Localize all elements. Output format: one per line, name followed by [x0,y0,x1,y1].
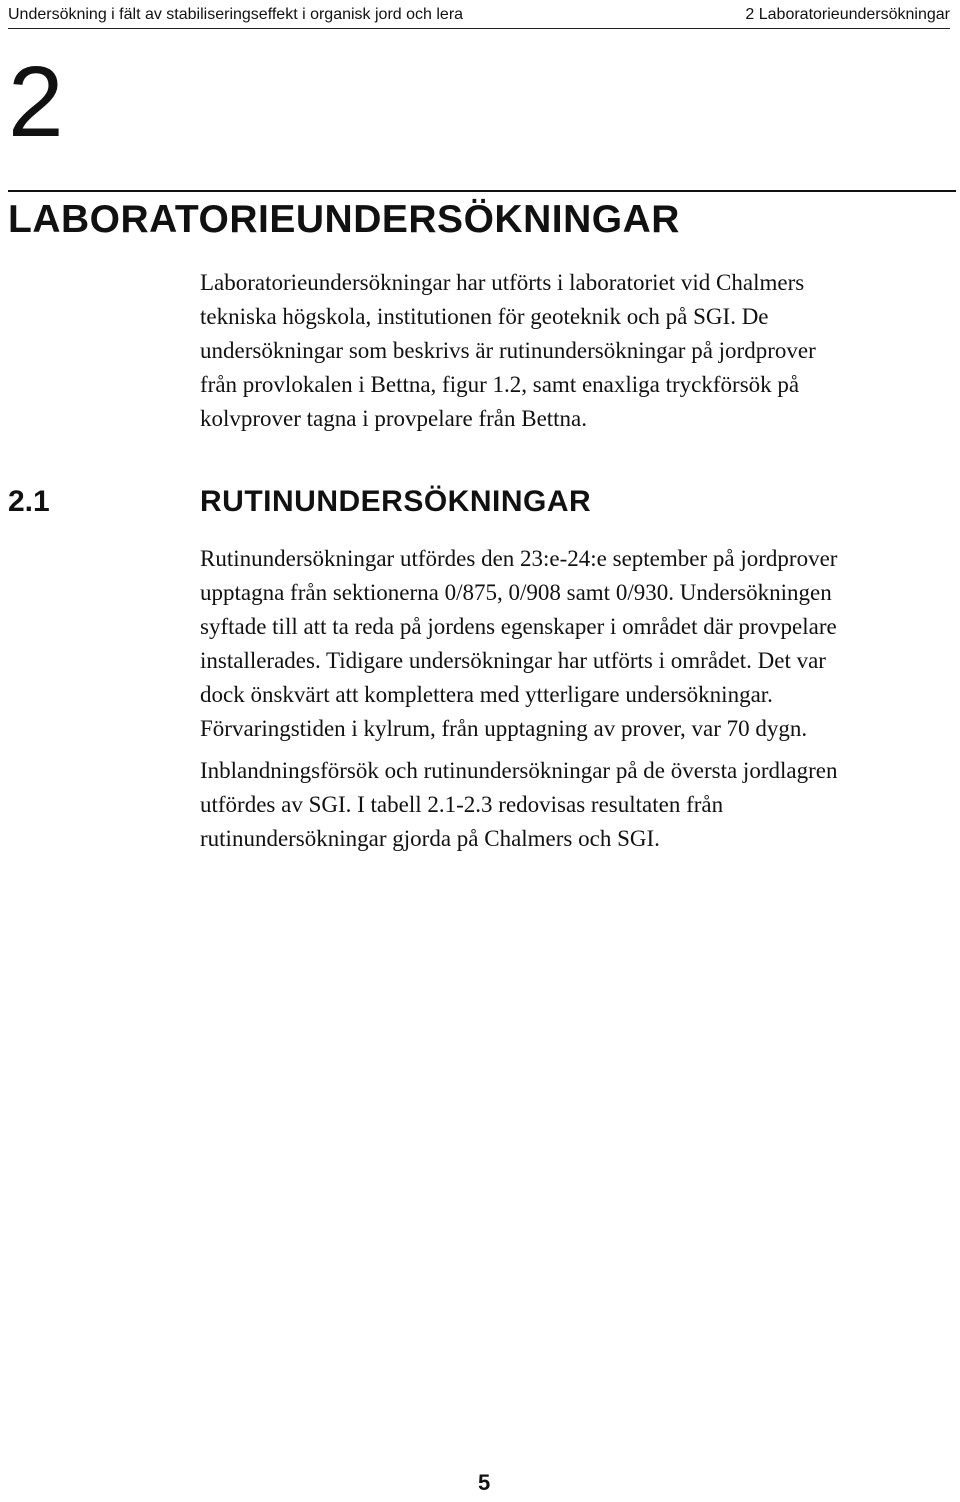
text-line: installerades. Tidigare undersökningar har utförts i området. Det var [200,648,826,673]
text-line: Inblandningsförsök och rutinundersökningar på de översta jordlagren [200,758,838,783]
header-document-title: Undersökning i fält av stabiliseringseffekt i organisk jord och lera [8,6,464,23]
chapter-divider [8,190,956,192]
chapter-number: 2 [8,46,64,158]
text-line: undersökningar som beskrivs är rutinundersökningar på jordprover [200,338,816,363]
text-line: upptagna från sektionerna 0/875, 0/908 samt 0/930. Undersökningen [200,580,832,605]
section-title: RUTINUNDERSÖKNINGAR [200,485,592,518]
chapter-intro-paragraph [200,266,960,436]
text-line: Laboratorieundersökningar har utförts i laboratoriet vid Chalmers [200,270,805,295]
text-line: från provlokalen i Bettna, figur 1.2, samt enaxliga tryckförsök på [200,372,800,397]
header-chapter-title: 2 Laboratorieundersökningar [745,6,950,23]
text-line: Rutinundersökningar utfördes den 23:e-24:e september på jordprover [200,546,838,571]
section-paragraph [200,542,960,746]
text-line: kolvprover tagna i provpelare från Bettna. [200,406,588,431]
text-line: syftade till att ta reda på jordens egenskaper i området där provpelare [200,614,837,639]
text-line: tekniska högskola, institutionen för geoteknik och på SGI. De [200,304,769,329]
text-line: rutinundersökningar gjorda på Chalmers och SGI. [200,826,660,851]
page-number: 5 [478,1470,491,1495]
section-paragraph [200,754,960,856]
text-line: Förvaringstiden i kylrum, från upptagning av prover, var 70 dygn. [200,716,808,741]
running-header [8,2,950,29]
text-line: utfördes av SGI. I tabell 2.1-2.3 redovisas resultaten från [200,792,724,817]
section-number: 2.1 [8,485,50,518]
text-line: dock önskvärt att komplettera med ytterligare undersökningar. [200,682,773,707]
chapter-title: LABORATORIEUNDERSÖKNINGAR [8,198,680,241]
